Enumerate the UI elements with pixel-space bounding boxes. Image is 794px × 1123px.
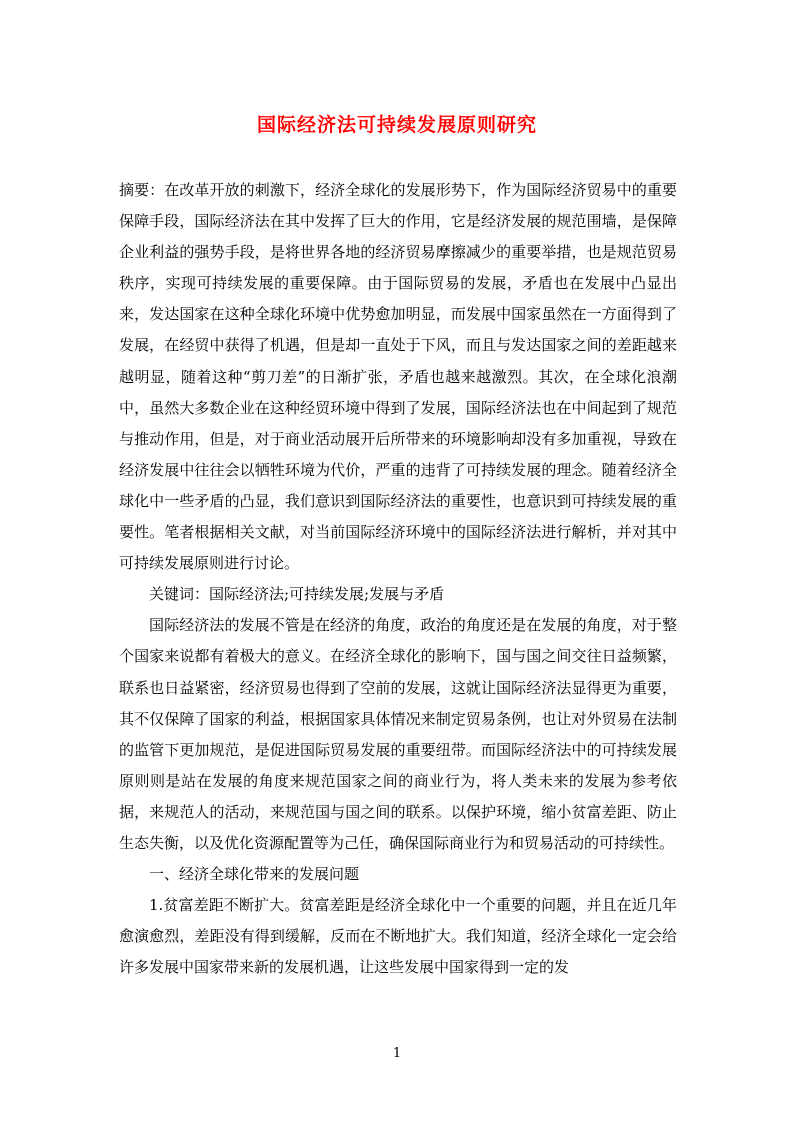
section-paragraph: 1.贫富差距不断扩大。贫富差距是经济全球化中一个重要的问题，并且在近几年愈演愈烈，差距没有得到缓解，反而在不断地扩大。我们知道，经济全球化一定会给许多发展中国家带来新的发展机遇，让这些发展中国家得到一定的发: [119, 896, 677, 977]
intro-paragraph: 国际经济法的发展不管是在经济的角度，政治的角度还是在发展的角度，对于整个国家来说都有着极大的意义。在经济全球化的影响下，国与国之间交往日益频繁，联系也日益紧密，经济贸易也得到了空前的发展，这就让国际经济法显得更为重要，其不仅保障了国家的利益，根据国家具体情况来制定贸易条例，也让对外贸易在法制的监管下更加规范，是促进国际贸易发展的重要纽带。而国际经济法中的可持续发展原则则是站在发展的角度来规范国家之间的商业行为，将人类未来的发展为参考依据，来规范人的活动，来规范国与国之间的联系。以保护环境，缩小贫富差距、防止生态失衡，以及优化资源配置等为己任，确保国际商业行为和贸易活动的可持续性。: [119, 616, 677, 852]
document-title: 国际经济法可持续发展原则研究: [256, 114, 537, 136]
section-heading: 一、经济全球化带来的发展问题: [149, 865, 360, 884]
page-number: 1: [392, 1046, 402, 1061]
document-body: [119, 175, 677, 983]
abstract-paragraph: 摘要：在改革开放的刺激下，经济全球化的发展形势下，作为国际经济贸易中的重要保障手段，国际经济法在其中发挥了巨大的作用，它是经济发展的规范围墙，是保障企业利益的强势手段，是将世界各地的经济贸易摩擦减少的重要举措，也是规范贸易秩序，实现可持续发展的重要保障。由于国际贸易的发展，矛盾也在发展中凸显出来，发达国家在这种全球化环境中优势愈加明显，而发展中国家虽然在一方面得到了发展，在经贸中获得了机遇，但是却一直处于下风，而且与发达国家之间的差距越来越明显，随着这种“剪刀差”的日渐扩张，矛盾也越来越激烈。其次，在全球化浪潮中，虽然大多数企业在这种经贸环境中得到了发展，国际经济法也在中间起到了规范与推动作用，但是，对于商业活动展开后所带来的环境影响却没有多加重视，导致在经济发展中往往会以牺牲环境为代价，严重的违背了可持续发展的理念。随着经济全球化中一些矛盾的凸显，我们意识到国际经济法的重要性，也意识到可持续发展的重要性。笔者根据相关文献，对当前国际经济环境中的国际经济法进行解析，并对其中可持续发展原则进行讨论。: [119, 181, 677, 573]
keywords-paragraph: 关键词：国际经济法;可持续发展;发展与矛盾: [149, 585, 445, 604]
